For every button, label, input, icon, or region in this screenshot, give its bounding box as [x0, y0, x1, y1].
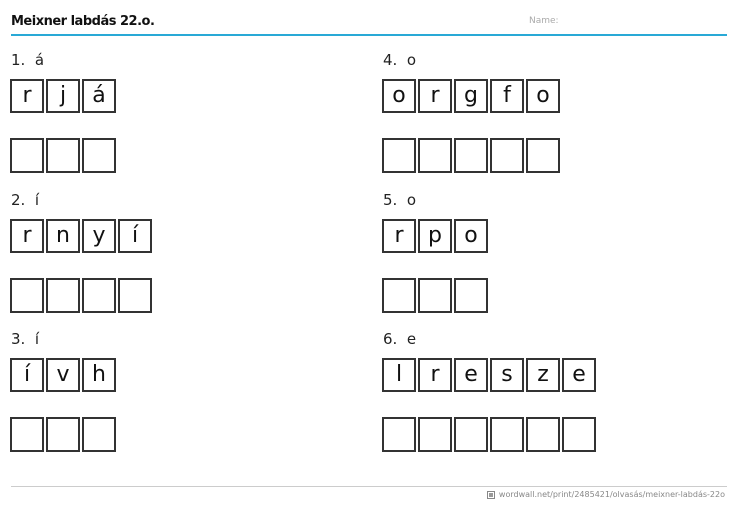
answer-box[interactable]	[490, 417, 524, 452]
letter-tile: p	[418, 219, 452, 253]
letter-tile: r	[418, 79, 452, 113]
letter-row	[382, 79, 562, 113]
answer-box[interactable]	[82, 278, 116, 313]
page-title: Meixner labdás 22.o.	[11, 14, 155, 29]
letter-row	[10, 79, 118, 113]
answer-box[interactable]	[454, 138, 488, 173]
answer-box[interactable]	[526, 417, 560, 452]
letter-tile: y	[82, 219, 116, 253]
question-label: 6. e	[383, 330, 417, 348]
footer	[487, 490, 725, 499]
letter-tile: r	[10, 219, 44, 253]
question-label: 4. o	[383, 51, 417, 69]
question-label: 3. í	[11, 330, 40, 348]
letter-row	[382, 219, 490, 253]
question-4	[382, 51, 722, 181]
answer-box[interactable]	[118, 278, 152, 313]
answer-box[interactable]	[490, 138, 524, 173]
answer-box[interactable]	[46, 138, 80, 173]
letter-tile: r	[382, 219, 416, 253]
letter-tile: s	[490, 358, 524, 392]
answer-row	[10, 278, 154, 313]
answer-box[interactable]	[46, 417, 80, 452]
answer-row	[382, 417, 598, 452]
answer-box[interactable]	[382, 278, 416, 313]
letter-tile: e	[454, 358, 488, 392]
letter-tile: r	[418, 358, 452, 392]
answer-box[interactable]	[418, 417, 452, 452]
question-3	[10, 330, 350, 460]
answer-row	[10, 417, 118, 452]
answer-box[interactable]	[10, 417, 44, 452]
letter-tile: f	[490, 79, 524, 113]
letter-tile: á	[82, 79, 116, 113]
answer-box[interactable]	[46, 278, 80, 313]
answer-box[interactable]	[382, 417, 416, 452]
worksheet-header	[11, 14, 727, 36]
question-label: 2. í	[11, 191, 40, 209]
answer-box[interactable]	[10, 138, 44, 173]
letter-tile: n	[46, 219, 80, 253]
letter-tile: v	[46, 358, 80, 392]
footer-divider	[11, 486, 727, 487]
footer-url: wordwall.net/print/2485421/olvasás/meixner-labdás-22o	[498, 490, 725, 499]
answer-box[interactable]	[418, 138, 452, 173]
answer-box[interactable]	[562, 417, 596, 452]
question-2	[10, 191, 350, 321]
answer-box[interactable]	[526, 138, 560, 173]
letter-tile: o	[526, 79, 560, 113]
letter-tile: o	[454, 219, 488, 253]
question-label: 1. á	[11, 51, 45, 69]
answer-box[interactable]	[10, 278, 44, 313]
letter-tile: l	[382, 358, 416, 392]
answer-box[interactable]	[418, 278, 452, 313]
name-label: Name:	[529, 16, 559, 26]
letter-tile: h	[82, 358, 116, 392]
question-5	[382, 191, 722, 321]
answer-row	[382, 138, 562, 173]
answer-box[interactable]	[382, 138, 416, 173]
letter-tile: z	[526, 358, 560, 392]
letter-row	[10, 219, 154, 253]
letter-tile: r	[10, 79, 44, 113]
answer-row	[10, 138, 118, 173]
letter-row	[10, 358, 118, 392]
answer-box[interactable]	[82, 138, 116, 173]
answer-box[interactable]	[82, 417, 116, 452]
question-label: 5. o	[383, 191, 417, 209]
letter-tile: j	[46, 79, 80, 113]
letter-tile: o	[382, 79, 416, 113]
letter-tile: í	[118, 219, 152, 253]
letter-tile: í	[10, 358, 44, 392]
letter-row	[382, 358, 598, 392]
answer-box[interactable]	[454, 278, 488, 313]
question-6	[382, 330, 722, 460]
question-1	[10, 51, 350, 181]
wordwall-logo-icon	[487, 491, 495, 499]
answer-row	[382, 278, 490, 313]
letter-tile: e	[562, 358, 596, 392]
answer-box[interactable]	[454, 417, 488, 452]
letter-tile: g	[454, 79, 488, 113]
